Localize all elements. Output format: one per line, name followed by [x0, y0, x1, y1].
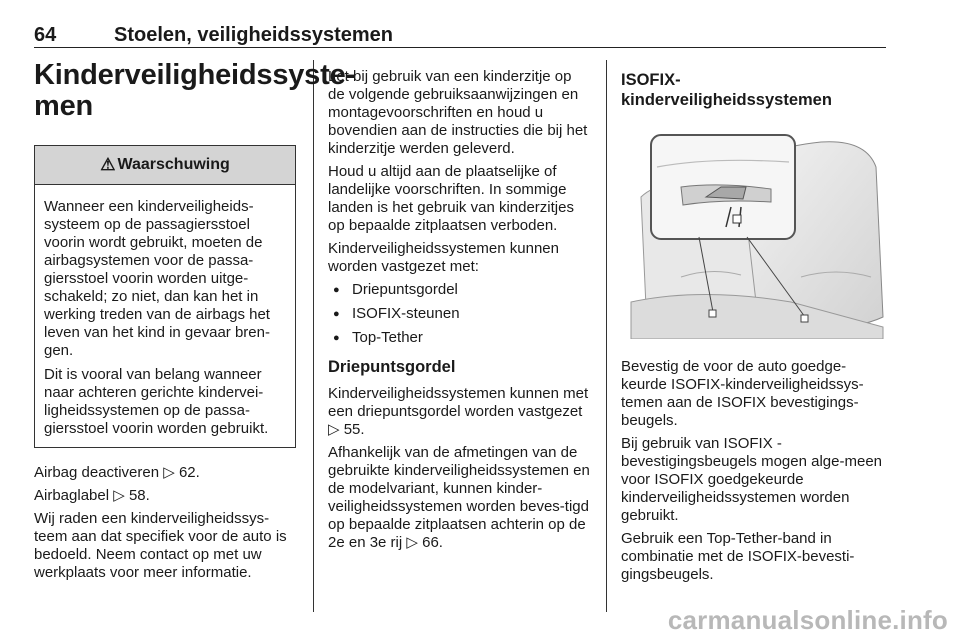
section-title: Driepuntsgordel — [328, 358, 456, 376]
paragraph: Houd u altijd aan de plaatselijke of landelijke voorschriften. In sommige landen is het gebruik van kinderzitjes op bepaalde zitplaatsen verboden. — [328, 163, 574, 234]
paragraph: Gebruik een Top-Tether-band in combinatie met de ISOFIX-bevesti-gingsbeugels. — [621, 530, 855, 583]
chapter-title: Kinderveiligheidssyste- men — [34, 59, 355, 122]
advice-paragraph: Wij raden een kinderveiligheidssys-teem aan dat specifiek voor de auto is bedoeld. Neem contact op met uw werkplaats voor meer informatie. — [34, 510, 287, 581]
warning-paragraph: Wanneer een kinderveiligheids-systeem op de passagiersstoel voorin wordt gebruikt, moeten de airbagsystemen voor de passa-giersstoel voorin worden uitge-schakeld; zo niet, dan kan het in werking treden van de airbags het leven van het kind in gevaar bren-gen. — [44, 198, 270, 359]
paragraph: Kinderveiligheidssystemen kunnen met een driepuntsgordel worden vastgezet ▷ 55. — [328, 385, 589, 438]
warning-body — [35, 185, 295, 447]
column-divider — [313, 60, 314, 612]
airbag-label-ref: Airbaglabel ▷ 58. — [34, 487, 150, 504]
isofix-seat-illustration — [621, 127, 885, 339]
paragraph: Afhankelijk van de afmetingen van de gebruikte kinderveiligheidssystemen en de modelvariant, kunnen kinder-veiligheidssystemen worden beves-tigd op bepaalde zitplaatsen achterin op de 2e en 3e rij ▷ 66. — [328, 444, 590, 551]
page-ref-arrow-icon: ▷ — [113, 487, 125, 504]
warning-box — [34, 145, 296, 448]
column-3 — [621, 70, 887, 589]
warning-triangle-icon: ⚠ — [100, 155, 116, 174]
warning-paragraph: Dit is vooral van belang wanneer naar achteren gerichte kindervei-ligheidssystemen op de passa-giersstoel voorin worden gebruikt. — [44, 366, 269, 437]
page-ref-arrow-icon: ▷ — [406, 534, 418, 551]
warning-title: Waarschuwing — [117, 156, 230, 173]
page-ref-arrow-icon: ▷ — [328, 421, 340, 438]
column-1 — [34, 59, 355, 587]
paragraph: Kinderveiligheidssystemen kunnen worden vastgezet met: — [328, 240, 559, 275]
paragraph: Bevestig de voor de auto goedge-keurde ISOFIX-kinderveiligheidssys-temen aan de ISOFIX bevestigings-beugels. — [621, 358, 864, 429]
section-title: ISOFIX- kinderveiligheidssystemen — [621, 71, 832, 109]
warning-header — [35, 146, 295, 185]
column-divider — [606, 60, 607, 612]
page-header — [34, 0, 886, 48]
list-item: ● Top-Tether — [328, 329, 592, 347]
page-ref-arrow-icon: ▷ — [163, 464, 175, 481]
list-item: ● ISOFIX-steunen — [328, 305, 592, 323]
fastening-list — [328, 281, 592, 347]
airbag-deactivate-ref: Airbag deactiveren ▷ 62. — [34, 464, 200, 481]
running-title: Stoelen, veiligheidssystemen — [114, 24, 393, 46]
list-item: ● Driepuntsgordel — [328, 281, 592, 299]
paragraph: Bij gebruik van ISOFIX - bevestigingsbeugels mogen alge-meen voor ISOFIX goedgekeurde kinderveiligheidssystemen worden gebruikt. — [621, 435, 883, 524]
column-2 — [328, 68, 592, 557]
watermark: carmanualsonline.info — [667, 605, 948, 635]
page-number: 64 — [34, 24, 57, 46]
paragraph: Let bij gebruik van een kinderzitje op de volgende gebruiksaanwijzingen en montagevoorschriften en houd u bovendien aan de instructies die bij het kinderzitje werden geleverd. — [328, 68, 588, 157]
